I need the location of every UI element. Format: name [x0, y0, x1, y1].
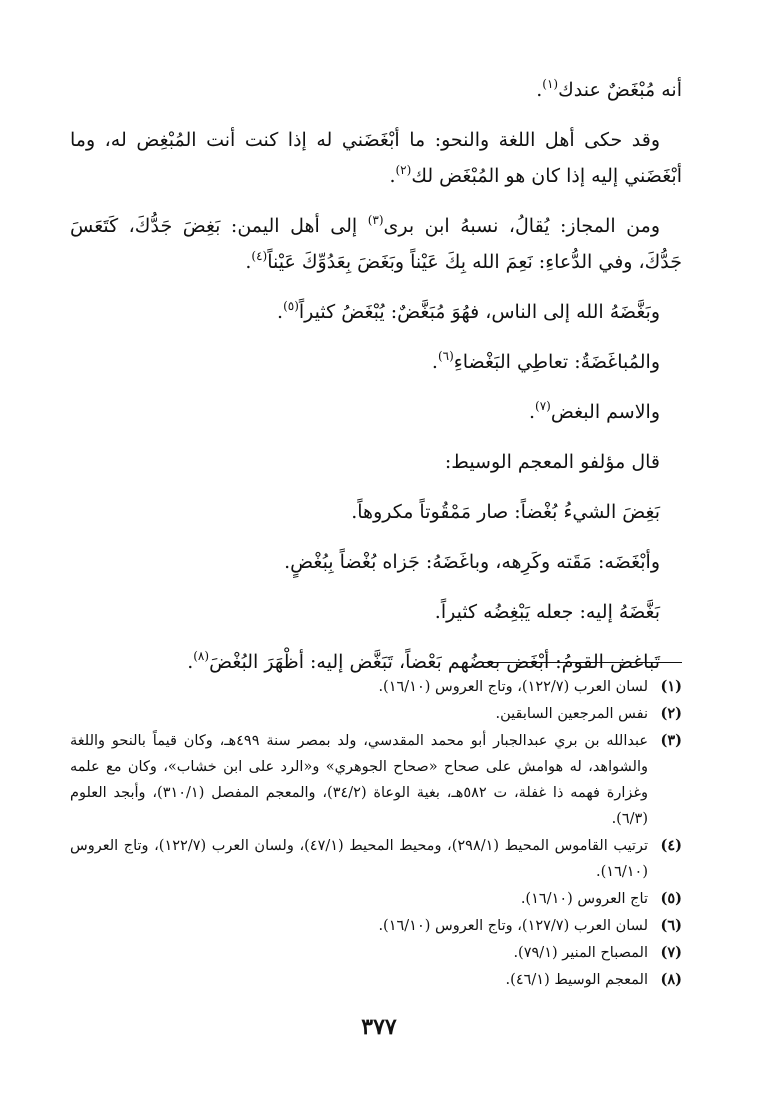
footnote-ref: (١): [542, 77, 559, 91]
footnote-text: لسان العرب (١٢٧/٧)، وتاج العروس (١٦/١٠).: [378, 918, 648, 934]
footnote-text: المصباح المنير (٧٩/١).: [513, 945, 648, 961]
footnote: [70, 674, 682, 700]
page-number: ٣٧٧: [361, 1014, 397, 1040]
footnote-text: لسان العرب (١٢٢/٧)، وتاج العروس (١٦/١٠).: [378, 679, 648, 695]
footnote-number: (٦): [660, 917, 682, 934]
paragraph-3: ومن المجاز: يُقالُ، نسبهُ ابن برى$^{(٣)}$ إلى أهل اليمن: بَغِضَ جَدُّكَ، كَتَعَسَ جَدُّكَ، وفي الدُّعاءِ: نَعِمَ الله بِكَ عَيْناً وبَغَضَ بِعَدُوِّكَ عَيْناً$^{(٤)}$.: [70, 213, 682, 273]
footnote-ref: (٢): [395, 163, 412, 177]
paragraph-10: بَغَّضَهُ إليه: جعله يَبْغِضُه كثيراً.: [434, 601, 660, 623]
paragraph-7: قال مؤلفو المعجم الوسيط:: [444, 451, 660, 473]
footnotes: [70, 674, 682, 994]
footnote-text: تاج العروس (١٦/١٠).: [520, 891, 648, 907]
footnote-ref: (٨): [193, 649, 210, 663]
footnote-number: (٥): [660, 890, 682, 907]
footnote: [70, 967, 682, 993]
footnote-number: (٧): [660, 944, 682, 961]
footnote: [70, 886, 682, 912]
footnote: [70, 728, 682, 832]
footnote-number: (٢): [660, 705, 682, 722]
paragraph-2: وقد حكى أهل اللغة والنحو: ما أبْغَضَني له إذا كنت أنت المُبْغِض له، وما أبْغَضَني إليه إذا كان هو المُبْغَض لك$^{(٢)}$.: [70, 129, 682, 187]
footnote-separator: [482, 662, 682, 663]
footnote-ref: (٣): [367, 213, 384, 227]
footnote-number: (٤): [660, 837, 682, 854]
footnote-ref: (٤): [251, 249, 268, 263]
footnote-text: المعجم الوسيط (٤٦/١).: [505, 972, 648, 988]
footnote-ref: (٦): [437, 349, 454, 363]
footnote-ref: (٧): [535, 399, 551, 413]
paragraph-6: والاسم البغض$^{(٧)}$.: [528, 399, 660, 423]
footnote: [70, 940, 682, 966]
paragraph-11: تَباغض القومُ: أبْغَض بعضُهم بَعْضاً، تَبَغَّض إليه: أظْهَرَ البُغْضَ$^{(٨)}$.: [187, 649, 660, 673]
main-text: [70, 72, 682, 694]
paragraph-1: أنه مُبْغَضٌ عندك$^{(١)}$.: [536, 77, 682, 101]
footnote: [70, 701, 682, 727]
paragraph-8: بَغِضَ الشيءُ بُغْضاً: صار مَمْقُوتاً مكروهاً.: [351, 501, 660, 523]
footnote: [70, 833, 682, 885]
footnote-number: (١): [660, 678, 682, 695]
footnote-text: نفس المرجعين السابقين.: [495, 706, 648, 722]
paragraph-9: وأبْغَضَه: مَقَته وكَرِهه، وباغَضَهُ: جَزاه بُغْضاً بِبُغْضٍ.: [284, 551, 660, 573]
footnote: [70, 913, 682, 939]
footnote-ref: (٥): [283, 299, 299, 313]
footnote-text: ترتيب القاموس المحيط (٢٩٨/١)، ومحيط المحيط (٤٧/١)، ولسان العرب (١٢٢/٧)، وتاج العروس (١٦/١٠).: [70, 838, 649, 880]
footnote-number: (٨): [660, 971, 682, 988]
paragraph-5: والمُباغَضَةُ: تعاطِي البَغْضاءِ$^{(٦)}$.: [431, 349, 660, 373]
paragraph-4: وبَغَّضَهُ الله إلى الناس، فهُوَ مُبَغَّضٌ: يُبْغَضُ كثيراً$^{(٥)}$.: [277, 299, 660, 323]
footnote-text: عبدالله بن بري عبدالجبار أبو محمد المقدسي، ولد بمصر سنة ٤٩٩هـ، وكان قيماً بالنحو واللغة والشواهد، له هوامش على صحاح «صحاح الجوهري» و«الرد على ابن خشاب»، وكان مع علمه وغزارة فهمه ذا غفلة، ت ٥٨٢هـ، بغية الوعاة (٣٤/٢)، والمعجم المفصل (٣١٠/١)، وأبجد العلوم (٦/٣).: [70, 733, 648, 827]
footnote-number: (٣): [660, 732, 682, 749]
